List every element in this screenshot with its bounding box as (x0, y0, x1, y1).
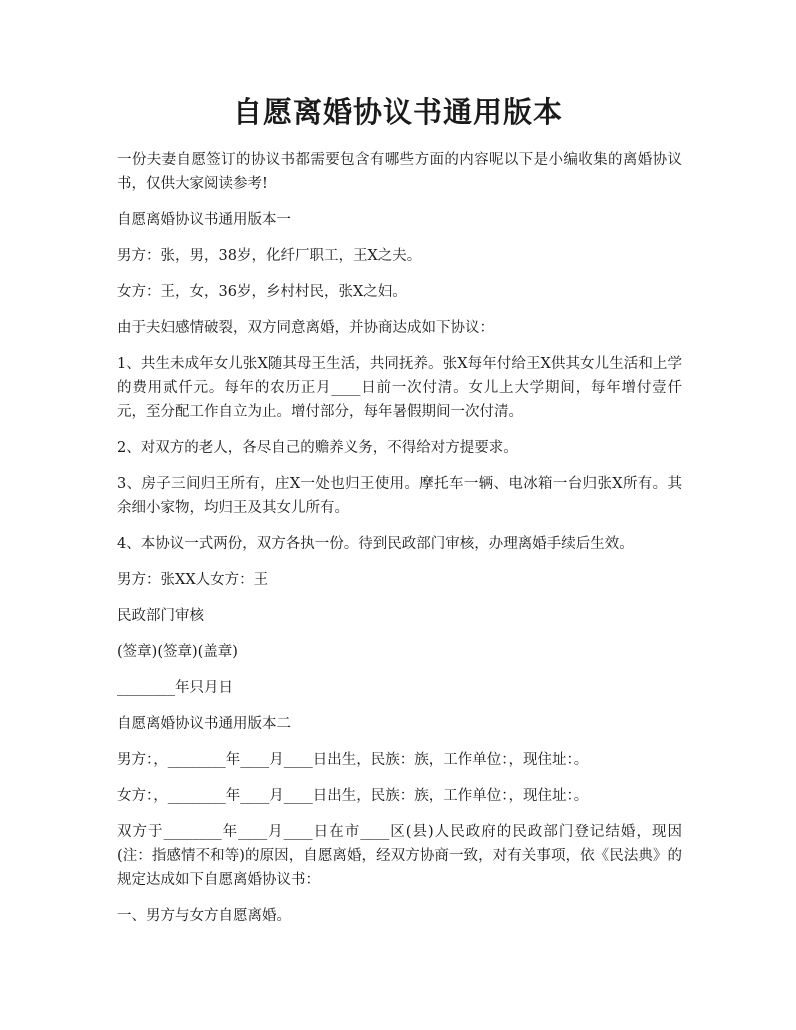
clause-first: 一、男方与女方自愿离婚。 (117, 908, 291, 924)
signature-seals: (签章)(签章)(盖章) (117, 644, 238, 660)
clause-3: 3、房子三间归王所有，庄X一处也归王使用。摩托车一辆、电冰箱一台归张X所有。其余细小家物，均归王及其女儿所有。 (117, 476, 682, 516)
paragraph-reason: 由于夫妇感情破裂，双方同意离婚，并协商达成如下协议： (117, 320, 494, 336)
section-heading-version-two: 自愿离婚协议书通用版本二 (117, 716, 291, 732)
document-body (117, 148, 682, 940)
paragraph-husband-details: 男方：，________年____月____日出生，民族：族，工作单位：，现住址：。 (117, 752, 589, 768)
signature-parties: 男方：张XX人女方：王 (117, 572, 269, 588)
paragraph-wife-info: 女方：王，女，36岁，乡村村民，张X之妇。 (117, 284, 407, 300)
document-title: 自愿离婚协议书通用版本 (232, 95, 563, 129)
clause-4: 4、本协议一式两份，双方各执一份。待到民政部门审核，办理离婚手续后生效。 (117, 536, 634, 552)
section-heading-version-one: 自愿离婚协议书通用版本一 (117, 212, 291, 228)
paragraph-husband-info: 男方：张，男，38岁，化纤厂职工，王X之夫。 (117, 248, 422, 264)
clause-2: 2、对双方的老人，各尽自己的赡养义务，不得给对方提要求。 (117, 440, 518, 456)
paragraph-intro: 一份夫妻自愿签订的协议书都需要包含有哪些方面的内容呢以下是小编收集的离婚协议书，仅供大家阅读参考! (117, 152, 682, 192)
paragraph-wife-details: 女方：，________年____月____日出生，民族：族，工作单位：，现住址：。 (117, 788, 589, 804)
clause-1: 1、共生未成年女儿张X随其母王生活，共同抚养。张X每年付给王X供其女儿生活和上学的费用贰仟元。每年的农历正月____日前一次付清。女儿上大学期间，每年增付壹仟元，至分配工作自立为止。增付部分，每年暑假期间一次付清。 (117, 356, 682, 420)
signature-date: ________年只月日 (117, 680, 233, 696)
paragraph-marriage-registration: 双方于________年____月____日在市____区(县)人民政府的民政部门登记结婚，现因(注：指感情不和等)的原因，自愿离婚，经双方协商一致，对有关事项，依《民法典》的规定达成如下自愿离婚协议书： (117, 824, 682, 888)
signature-authority: 民政部门审核 (117, 608, 204, 624)
